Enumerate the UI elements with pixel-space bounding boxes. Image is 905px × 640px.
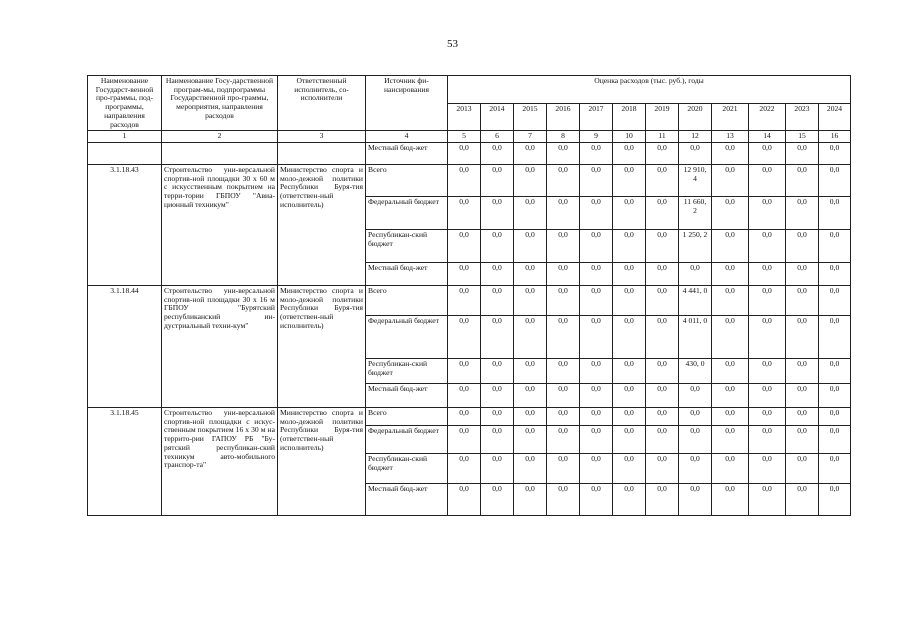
value-cell: 0,0 xyxy=(749,143,786,165)
value-cell: 0,0 xyxy=(819,286,851,316)
funding-source: Всего xyxy=(366,408,448,426)
value-cell: 0,0 xyxy=(786,454,819,484)
value-cell: 0,0 xyxy=(679,143,712,165)
value-cell: 0,0 xyxy=(514,454,547,484)
value-cell: 0,0 xyxy=(749,316,786,359)
column-index: 8 xyxy=(547,131,580,143)
value-cell: 0,0 xyxy=(547,484,580,516)
value-cell: 0,0 xyxy=(580,426,613,454)
measure-name: Строительство уни-версальной спортив-ной площадки 30 х 60 м с искусственным покрытием на терри-тории ГБПОУ "Авиа-ционный техникум" xyxy=(162,165,278,286)
column-index: 5 xyxy=(448,131,481,143)
value-cell: 0,0 xyxy=(514,484,547,516)
value-cell: 0,0 xyxy=(547,263,580,286)
value-cell: 0,0 xyxy=(679,263,712,286)
value-cell: 0,0 xyxy=(514,165,547,197)
value-cell: 0,0 xyxy=(613,230,646,263)
value-cell: 0,0 xyxy=(481,454,514,484)
value-cell: 0,0 xyxy=(481,230,514,263)
value-cell: 0,0 xyxy=(646,230,679,263)
measure-code: 3.1.18.44 xyxy=(88,286,162,408)
value-cell: 0,0 xyxy=(547,230,580,263)
year-header: 2021 xyxy=(712,103,749,131)
value-cell: 11 660, 2 xyxy=(679,197,712,230)
value-cell: 0,0 xyxy=(819,230,851,263)
header-estimate: Оценка расходов (тыс. руб.), годы xyxy=(448,76,851,104)
value-cell: 0,0 xyxy=(679,454,712,484)
column-index: 4 xyxy=(366,131,448,143)
value-cell: 0,0 xyxy=(580,197,613,230)
year-header: 2024 xyxy=(819,103,851,131)
expenditure-table xyxy=(87,75,851,516)
value-cell: 0,0 xyxy=(712,426,749,454)
value-cell: 0,0 xyxy=(712,316,749,359)
value-cell: 0,0 xyxy=(819,359,851,384)
value-cell: 0,0 xyxy=(580,230,613,263)
value-cell: 0,0 xyxy=(749,454,786,484)
value-cell: 0,0 xyxy=(613,263,646,286)
value-cell: 0,0 xyxy=(749,230,786,263)
value-cell: 0,0 xyxy=(786,197,819,230)
empty-cell xyxy=(88,143,162,165)
value-cell: 0,0 xyxy=(580,359,613,384)
value-cell: 0,0 xyxy=(646,263,679,286)
value-cell: 0,0 xyxy=(514,197,547,230)
value-cell: 0,0 xyxy=(547,286,580,316)
value-cell: 0,0 xyxy=(514,384,547,408)
value-cell: 0,0 xyxy=(712,384,749,408)
value-cell: 0,0 xyxy=(786,230,819,263)
value-cell: 12 910, 4 xyxy=(679,165,712,197)
year-header: 2015 xyxy=(514,103,547,131)
value-cell: 1 250, 2 xyxy=(679,230,712,263)
header-measure: Наименование Госу-дарственной програм-мы, подпрограммы Государственной про-граммы, мероприятия, направления расходов xyxy=(162,76,278,131)
value-cell: 0,0 xyxy=(613,454,646,484)
value-cell: 0,0 xyxy=(646,484,679,516)
value-cell: 0,0 xyxy=(679,426,712,454)
value-cell: 0,0 xyxy=(448,165,481,197)
value-cell: 0,0 xyxy=(786,484,819,516)
value-cell: 0,0 xyxy=(481,316,514,359)
value-cell: 0,0 xyxy=(749,408,786,426)
value-cell: 0,0 xyxy=(613,384,646,408)
value-cell: 0,0 xyxy=(448,316,481,359)
value-cell: 0,0 xyxy=(749,263,786,286)
column-index: 1 xyxy=(88,131,162,143)
year-header: 2018 xyxy=(613,103,646,131)
page-number: 53 xyxy=(447,38,458,50)
value-cell: 0,0 xyxy=(819,197,851,230)
table-row xyxy=(88,165,851,197)
value-cell: 0,0 xyxy=(646,408,679,426)
funding-source: Всего xyxy=(366,165,448,197)
value-cell: 0,0 xyxy=(646,165,679,197)
value-cell: 0,0 xyxy=(749,484,786,516)
year-header: 2022 xyxy=(749,103,786,131)
value-cell: 0,0 xyxy=(646,143,679,165)
empty-cell xyxy=(162,143,278,165)
column-index: 12 xyxy=(679,131,712,143)
value-cell: 0,0 xyxy=(786,426,819,454)
column-index: 11 xyxy=(646,131,679,143)
measure-code: 3.1.18.43 xyxy=(88,165,162,286)
value-cell: 0,0 xyxy=(448,143,481,165)
value-cell: 0,0 xyxy=(786,384,819,408)
value-cell: 0,0 xyxy=(613,286,646,316)
value-cell: 0,0 xyxy=(786,359,819,384)
value-cell: 0,0 xyxy=(786,286,819,316)
value-cell: 0,0 xyxy=(514,230,547,263)
value-cell: 0,0 xyxy=(646,426,679,454)
value-cell: 0,0 xyxy=(786,143,819,165)
value-cell: 0,0 xyxy=(712,165,749,197)
year-header: 2019 xyxy=(646,103,679,131)
value-cell: 0,0 xyxy=(819,143,851,165)
value-cell: 0,0 xyxy=(580,408,613,426)
value-cell: 0,0 xyxy=(580,384,613,408)
value-cell: 0,0 xyxy=(514,426,547,454)
funding-source: Республикан-ский бюджет xyxy=(366,359,448,384)
value-cell: 0,0 xyxy=(646,316,679,359)
value-cell: 0,0 xyxy=(749,197,786,230)
header-executor: Ответственный исполнитель, со-исполнители xyxy=(278,76,366,131)
value-cell: 0,0 xyxy=(580,286,613,316)
funding-source: Федеральный бюджет xyxy=(366,316,448,359)
value-cell: 0,0 xyxy=(481,408,514,426)
value-cell: 0,0 xyxy=(712,408,749,426)
value-cell: 0,0 xyxy=(514,316,547,359)
value-cell: 0,0 xyxy=(481,286,514,316)
value-cell: 0,0 xyxy=(547,359,580,384)
value-cell: 0,0 xyxy=(580,484,613,516)
value-cell: 0,0 xyxy=(514,286,547,316)
value-cell: 0,0 xyxy=(547,384,580,408)
value-cell: 0,0 xyxy=(819,426,851,454)
funding-source: Республикан-ский бюджет xyxy=(366,454,448,484)
funding-source: Местный бюд-жет xyxy=(366,384,448,408)
value-cell: 0,0 xyxy=(613,197,646,230)
column-index: 10 xyxy=(613,131,646,143)
value-cell: 0,0 xyxy=(749,359,786,384)
value-cell: 0,0 xyxy=(481,197,514,230)
value-cell: 0,0 xyxy=(514,359,547,384)
value-cell: 0,0 xyxy=(613,143,646,165)
funding-source: Федеральный бюджет xyxy=(366,197,448,230)
value-cell: 0,0 xyxy=(613,408,646,426)
responsible-executor: Министерство спорта и моло-дежной политики Республики Буря-тия (ответствен-ный исполнитель) xyxy=(278,408,366,516)
value-cell: 0,0 xyxy=(613,165,646,197)
value-cell: 0,0 xyxy=(712,359,749,384)
value-cell: 0,0 xyxy=(448,230,481,263)
value-cell: 0,0 xyxy=(646,286,679,316)
value-cell: 0,0 xyxy=(646,197,679,230)
year-header: 2017 xyxy=(580,103,613,131)
column-index: 6 xyxy=(481,131,514,143)
value-cell: 0,0 xyxy=(481,143,514,165)
value-cell: 0,0 xyxy=(786,165,819,197)
value-cell: 0,0 xyxy=(646,359,679,384)
responsible-executor: Министерство спорта и моло-дежной политики Республики Буря-тия (ответствен-ный исполнитель) xyxy=(278,165,366,286)
header-program: Наименование Государст-венной про-граммы, под-программы, направления расходов xyxy=(88,76,162,131)
value-cell: 4 441, 0 xyxy=(679,286,712,316)
funding-source: Местный бюд-жет xyxy=(366,143,448,165)
value-cell: 0,0 xyxy=(481,384,514,408)
value-cell: 0,0 xyxy=(547,426,580,454)
funding-source: Местный бюд-жет xyxy=(366,484,448,516)
value-cell: 0,0 xyxy=(613,484,646,516)
responsible-executor: Министерство спорта и моло-дежной политики Республики Буря-тия (ответствен-ный исполнитель) xyxy=(278,286,366,408)
value-cell: 0,0 xyxy=(481,484,514,516)
value-cell: 0,0 xyxy=(613,426,646,454)
value-cell: 0,0 xyxy=(580,143,613,165)
funding-source: Местный бюд-жет xyxy=(366,263,448,286)
value-cell: 0,0 xyxy=(448,263,481,286)
table-row xyxy=(88,408,851,426)
value-cell: 0,0 xyxy=(613,359,646,384)
value-cell: 0,0 xyxy=(481,165,514,197)
value-cell: 0,0 xyxy=(679,408,712,426)
value-cell: 0,0 xyxy=(646,384,679,408)
value-cell: 0,0 xyxy=(786,408,819,426)
value-cell: 0,0 xyxy=(712,454,749,484)
column-index: 14 xyxy=(749,131,786,143)
value-cell: 0,0 xyxy=(613,316,646,359)
value-cell: 0,0 xyxy=(547,454,580,484)
value-cell: 0,0 xyxy=(786,316,819,359)
value-cell: 0,0 xyxy=(448,408,481,426)
column-index: 2 xyxy=(162,131,278,143)
value-cell: 0,0 xyxy=(448,454,481,484)
column-index: 3 xyxy=(278,131,366,143)
value-cell: 0,0 xyxy=(547,316,580,359)
table-row xyxy=(88,286,851,316)
funding-source: Республикан-ский бюджет xyxy=(366,230,448,263)
value-cell: 0,0 xyxy=(547,197,580,230)
year-header: 2023 xyxy=(786,103,819,131)
value-cell: 0,0 xyxy=(712,484,749,516)
column-index-row xyxy=(88,131,851,143)
column-index: 15 xyxy=(786,131,819,143)
value-cell: 0,0 xyxy=(448,484,481,516)
value-cell: 0,0 xyxy=(819,263,851,286)
value-cell: 0,0 xyxy=(679,484,712,516)
value-cell: 0,0 xyxy=(646,454,679,484)
value-cell: 0,0 xyxy=(481,359,514,384)
value-cell: 0,0 xyxy=(712,197,749,230)
year-header: 2014 xyxy=(481,103,514,131)
value-cell: 0,0 xyxy=(749,286,786,316)
value-cell: 0,0 xyxy=(448,384,481,408)
value-cell: 0,0 xyxy=(448,197,481,230)
value-cell: 0,0 xyxy=(819,484,851,516)
measure-name: Строительство уни-версальной спортив-ной площадки с искус-ственным покрытием 16 х 30 м на террито-рии ГАПОУ РБ "Бу-рятский республикан-ский техникум авто-мобильного транспор-та" xyxy=(162,408,278,516)
header-row xyxy=(88,76,851,104)
value-cell: 0,0 xyxy=(448,426,481,454)
value-cell: 0,0 xyxy=(749,384,786,408)
value-cell: 0,0 xyxy=(448,359,481,384)
value-cell: 0,0 xyxy=(580,316,613,359)
value-cell: 0,0 xyxy=(786,263,819,286)
value-cell: 0,0 xyxy=(547,165,580,197)
year-header: 2013 xyxy=(448,103,481,131)
funding-source: Федеральный бюджет xyxy=(366,426,448,454)
value-cell: 0,0 xyxy=(819,454,851,484)
empty-cell xyxy=(278,143,366,165)
header-source: Источник фи-нансирования xyxy=(366,76,448,131)
value-cell: 0,0 xyxy=(580,165,613,197)
year-header: 2016 xyxy=(547,103,580,131)
table-row xyxy=(88,143,851,165)
column-index: 16 xyxy=(819,131,851,143)
value-cell: 0,0 xyxy=(819,408,851,426)
funding-source: Всего xyxy=(366,286,448,316)
measure-code: 3.1.18.45 xyxy=(88,408,162,516)
value-cell: 0,0 xyxy=(819,165,851,197)
value-cell: 0,0 xyxy=(749,165,786,197)
value-cell: 0,0 xyxy=(514,143,547,165)
value-cell: 0,0 xyxy=(819,384,851,408)
value-cell: 0,0 xyxy=(580,263,613,286)
value-cell: 0,0 xyxy=(514,263,547,286)
value-cell: 0,0 xyxy=(679,384,712,408)
value-cell: 0,0 xyxy=(712,263,749,286)
value-cell: 0,0 xyxy=(481,263,514,286)
value-cell: 0,0 xyxy=(481,426,514,454)
value-cell: 0,0 xyxy=(580,454,613,484)
year-header: 2020 xyxy=(679,103,712,131)
value-cell: 0,0 xyxy=(514,408,547,426)
value-cell: 0,0 xyxy=(448,286,481,316)
column-index: 9 xyxy=(580,131,613,143)
column-index: 7 xyxy=(514,131,547,143)
value-cell: 0,0 xyxy=(547,408,580,426)
value-cell: 0,0 xyxy=(712,230,749,263)
value-cell: 0,0 xyxy=(547,143,580,165)
value-cell: 4 011, 0 xyxy=(679,316,712,359)
measure-name: Строительство уни-версальной спортив-ной площадки 30 х 16 м ГБПОУ "Бурятский республиканский ин-дустриальный техни-кум" xyxy=(162,286,278,408)
value-cell: 0,0 xyxy=(712,286,749,316)
value-cell: 0,0 xyxy=(712,143,749,165)
value-cell: 0,0 xyxy=(819,316,851,359)
value-cell: 0,0 xyxy=(749,426,786,454)
value-cell: 430, 0 xyxy=(679,359,712,384)
column-index: 13 xyxy=(712,131,749,143)
